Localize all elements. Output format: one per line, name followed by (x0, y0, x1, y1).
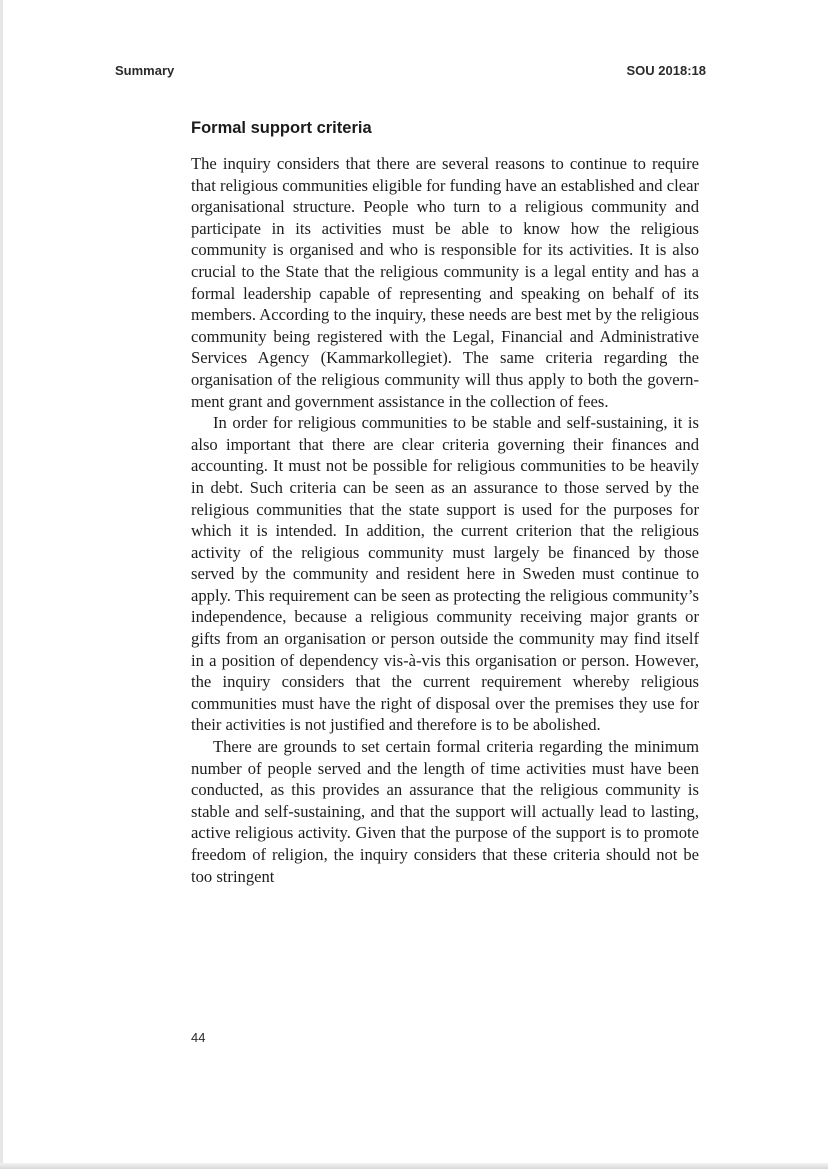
paragraph: There are grounds to set certain formal criteria regarding the minimum number of people served and the length of time activities must have been conducted, as this provides an assurance that the religious community is stable and self-sustaining, and that the support will actually lead to lasting, active religious activity. Given that the purpose of the support is to promote freedom of religion, the inquiry considers that these criteria should not be too stringent (191, 737, 699, 886)
paragraph: In order for religious communities to be stable and self-sustaining, it is also important that there are clear criteria governing their finances and accounting. It must not be possible for religious communities to be heavily in debt. Such criteria can be seen as an assurance to those served by the religious communities that the state support is used for the purposes for which it is intended. In addition, the current criterion that the religious activity of the religious community must largely be financed by those served by the community and resident here in Sweden must continue to apply. This requirement can be seen as protecting the religious community’s independence, because a religious community receiving major grants or gifts from an organisation or person outside the community may find itself in a position of dependency vis-à-vis this organisation or person. However, the inquiry considers that the current requirement whereby religious communities must have the right of disposal over the premises they use for their activities is not justified and therefore is to be abolished. (191, 413, 699, 735)
page-number: 44 (191, 1030, 206, 1045)
section-heading: Formal support criteria (191, 119, 372, 137)
running-head-left: Summary (115, 63, 175, 78)
running-head-right: SOU 2018:18 (626, 63, 706, 78)
paragraph: The inquiry considers that there are several reasons to continue to require that religious communities eligible for funding have an established and clear organisational structure. People who turn to a religious community and participate in its activities must be able to know how the religious community is organised and who is responsible for its activities. It is also crucial to the State that the religious community is a legal entity and has a formal leadership capable of representing and speaking on behalf of its members. According to the inquiry, these needs are best met by the religious community being registered with the Legal, Financial and Administrative Services Agency (Kammarkollegiet). The same criteria regarding the organisation of the religious community will thus apply to both the government grant and government assistance in the collection of fees. (191, 154, 699, 411)
page-bottom-edge (0, 1163, 828, 1169)
body-text (191, 153, 699, 887)
page-edge (0, 0, 3, 1169)
